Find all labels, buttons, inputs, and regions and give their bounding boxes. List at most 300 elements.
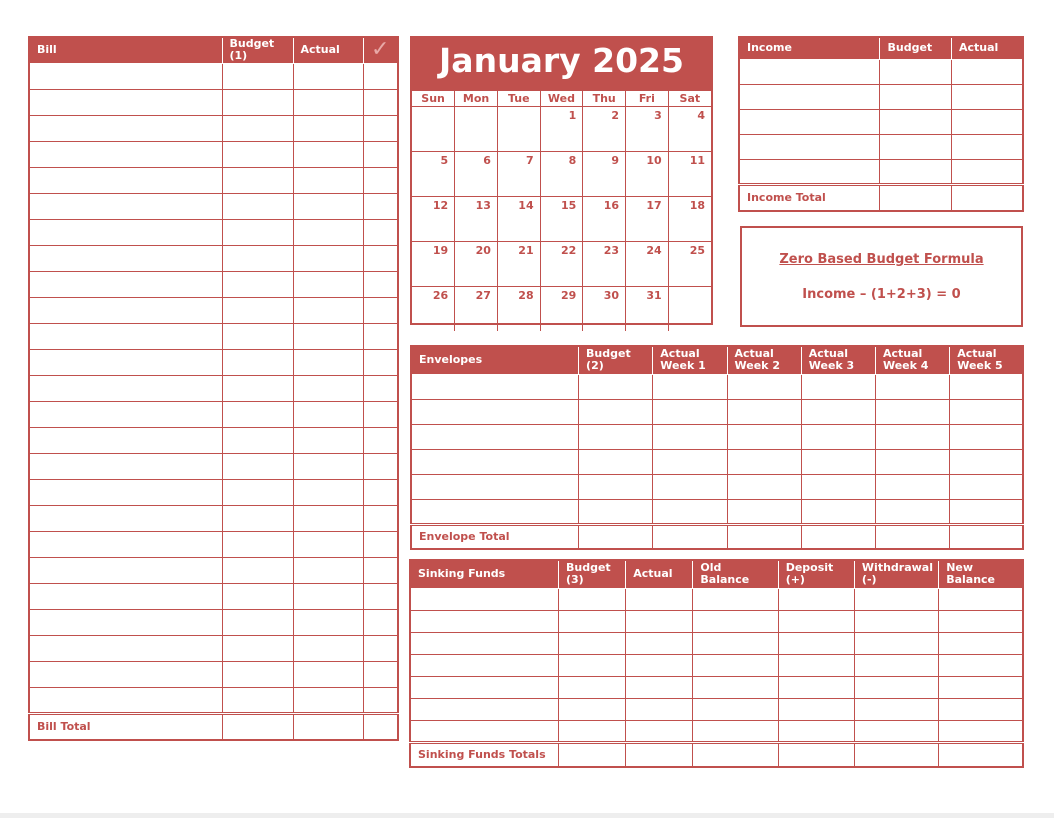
sinking-fund-cell[interactable] [693, 676, 778, 698]
sinking-fund-cell[interactable] [410, 676, 558, 698]
bill-total-budget[interactable] [222, 713, 293, 740]
bill-budget-cell[interactable] [222, 635, 293, 661]
bill-name-cell[interactable] [29, 505, 222, 531]
bill-budget-cell[interactable] [222, 193, 293, 219]
calendar-day[interactable]: 14 [497, 197, 540, 242]
income-budget-cell[interactable] [880, 84, 952, 109]
bill-budget-cell[interactable] [222, 219, 293, 245]
bill-name-cell[interactable] [29, 63, 222, 89]
envelope-header-1: Budget (2) [579, 346, 653, 374]
bill-total-actual[interactable] [293, 713, 363, 740]
bill-paid-check-cell[interactable] [363, 89, 398, 115]
income-actual-cell[interactable] [951, 159, 1023, 184]
envelope-cell[interactable] [411, 474, 579, 499]
sinking-fund-cell[interactable] [778, 654, 854, 676]
sinking-fund-cell[interactable] [778, 588, 854, 610]
sinking-fund-cell[interactable] [778, 632, 854, 654]
sinking-fund-row [410, 654, 1023, 676]
sinking-fund-cell[interactable] [854, 698, 938, 720]
calendar-day[interactable]: 23 [583, 242, 626, 287]
calendar-day[interactable]: 18 [668, 197, 711, 242]
envelope-cell[interactable] [579, 424, 653, 449]
envelope-cell[interactable] [801, 374, 875, 399]
envelope-total-cell[interactable] [950, 524, 1023, 549]
sinking-fund-cell[interactable] [854, 588, 938, 610]
sinking-fund-cell[interactable] [939, 698, 1023, 720]
sinking-fund-row [410, 676, 1023, 698]
bill-name-cell[interactable] [29, 609, 222, 635]
sinking-fund-header-3: Old Balance [693, 560, 778, 588]
bill-budget-cell[interactable] [222, 609, 293, 635]
sinking-fund-cell[interactable] [410, 632, 558, 654]
bill-name-cell[interactable] [29, 219, 222, 245]
envelope-cell[interactable] [801, 474, 875, 499]
envelope-cell[interactable] [950, 399, 1023, 424]
envelope-cell[interactable] [727, 424, 801, 449]
bill-name-cell[interactable] [29, 297, 222, 323]
bill-total-check[interactable] [363, 713, 398, 740]
envelope-cell[interactable] [950, 374, 1023, 399]
calendar-week [412, 197, 711, 242]
calendar-day[interactable]: 2 [583, 107, 626, 152]
bill-paid-check-cell[interactable] [363, 115, 398, 141]
calendar-day[interactable]: 20 [455, 242, 498, 287]
bill-name-cell[interactable] [29, 375, 222, 401]
envelope-cell[interactable] [579, 449, 653, 474]
envelope-cell[interactable] [801, 399, 875, 424]
sinking-fund-cell[interactable] [778, 676, 854, 698]
bill-budget-cell[interactable] [222, 453, 293, 479]
envelope-row [411, 374, 1023, 399]
calendar-day[interactable] [455, 107, 498, 152]
bill-actual-cell[interactable] [293, 193, 363, 219]
sinking-fund-cell[interactable] [558, 720, 625, 742]
bill-paid-check-cell[interactable] [363, 479, 398, 505]
envelope-cell[interactable] [653, 499, 727, 524]
calendar-day[interactable] [412, 107, 455, 152]
bill-paid-check-cell[interactable] [363, 271, 398, 297]
bill-actual-cell[interactable] [293, 557, 363, 583]
calendar-day[interactable]: 19 [412, 242, 455, 287]
bill-row [29, 63, 398, 89]
bill-budget-cell[interactable] [222, 271, 293, 297]
envelope-total-row [411, 524, 1023, 549]
bill-name-cell[interactable] [29, 635, 222, 661]
envelope-total-cell[interactable] [579, 524, 653, 549]
envelope-cell[interactable] [653, 424, 727, 449]
sinking-fund-total-row [410, 742, 1023, 767]
bill-actual-cell[interactable] [293, 219, 363, 245]
bill-budget-cell[interactable] [222, 141, 293, 167]
calendar-day[interactable] [497, 107, 540, 152]
envelope-cell[interactable] [411, 424, 579, 449]
sinking-fund-cell[interactable] [693, 698, 778, 720]
bill-name-cell[interactable] [29, 167, 222, 193]
calendar-day[interactable]: 28 [497, 287, 540, 332]
bill-name-cell[interactable] [29, 141, 222, 167]
sinking-fund-cell[interactable] [626, 632, 693, 654]
sinking-fund-cell[interactable] [626, 610, 693, 632]
bill-name-cell[interactable] [29, 349, 222, 375]
sinking-fund-cell[interactable] [854, 720, 938, 742]
envelope-cell[interactable] [801, 449, 875, 474]
bill-actual-cell[interactable] [293, 167, 363, 193]
bill-budget-cell[interactable] [222, 349, 293, 375]
envelope-cell[interactable] [727, 449, 801, 474]
envelope-cell[interactable] [411, 374, 579, 399]
sinking-fund-cell[interactable] [939, 588, 1023, 610]
envelope-cell[interactable] [653, 474, 727, 499]
calendar-day[interactable]: 8 [540, 152, 583, 197]
weekday-mon: Mon [455, 91, 498, 107]
income-source-cell[interactable] [739, 134, 880, 159]
envelope-cell[interactable] [875, 499, 949, 524]
bill-paid-check-cell[interactable] [363, 297, 398, 323]
sinking-fund-cell[interactable] [626, 676, 693, 698]
bill-paid-check-cell[interactable] [363, 583, 398, 609]
calendar-day[interactable]: 6 [455, 152, 498, 197]
bill-row [29, 635, 398, 661]
envelope-cell[interactable] [875, 399, 949, 424]
sinking-fund-cell[interactable] [939, 610, 1023, 632]
calendar-day[interactable]: 27 [455, 287, 498, 332]
calendar-day[interactable]: 31 [626, 287, 669, 332]
sinking-fund-total-cell[interactable] [626, 742, 693, 767]
weekday-wed: Wed [540, 91, 583, 107]
bill-budget-cell[interactable] [222, 583, 293, 609]
sinking-fund-cell[interactable] [693, 588, 778, 610]
sinking-fund-total-cell[interactable] [854, 742, 938, 767]
sinking-fund-cell[interactable] [558, 698, 625, 720]
bill-name-cell[interactable] [29, 531, 222, 557]
sinking-fund-cell[interactable] [854, 676, 938, 698]
bill-name-cell[interactable] [29, 323, 222, 349]
calendar-day[interactable]: 11 [668, 152, 711, 197]
calendar-grid [412, 90, 711, 331]
income-actual-cell[interactable] [951, 134, 1023, 159]
bill-row [29, 271, 398, 297]
bill-paid-check-cell[interactable] [363, 245, 398, 271]
bill-row [29, 401, 398, 427]
sinking-fund-total-cell[interactable] [558, 742, 625, 767]
sinking-fund-total-cell[interactable] [693, 742, 778, 767]
sinking-fund-cell[interactable] [693, 654, 778, 676]
sinking-fund-cell[interactable] [558, 610, 625, 632]
bill-budget-cell[interactable] [222, 531, 293, 557]
envelope-cell[interactable] [950, 424, 1023, 449]
envelope-total-label: Envelope Total [411, 524, 579, 549]
bill-name-cell[interactable] [29, 115, 222, 141]
bill-name-cell[interactable] [29, 271, 222, 297]
envelope-cell[interactable] [579, 399, 653, 424]
calendar-day[interactable]: 21 [497, 242, 540, 287]
bill-budget-cell[interactable] [222, 557, 293, 583]
bill-paid-check-cell[interactable] [363, 193, 398, 219]
income-budget-cell[interactable] [880, 59, 952, 84]
bill-paid-check-cell[interactable] [363, 609, 398, 635]
bill-budget-cell[interactable] [222, 89, 293, 115]
sinking-fund-cell[interactable] [778, 610, 854, 632]
envelope-cell[interactable] [727, 499, 801, 524]
envelope-cell[interactable] [579, 499, 653, 524]
bill-name-cell[interactable] [29, 193, 222, 219]
calendar-day[interactable]: 10 [626, 152, 669, 197]
bill-paid-check-cell[interactable] [363, 687, 398, 713]
envelope-cell[interactable] [950, 474, 1023, 499]
envelope-cell[interactable] [653, 374, 727, 399]
income-actual-header: Actual [951, 37, 1023, 59]
calendar-day[interactable]: 26 [412, 287, 455, 332]
sinking-fund-cell[interactable] [939, 632, 1023, 654]
bill-actual-cell[interactable] [293, 661, 363, 687]
bill-paid-check-cell[interactable] [363, 635, 398, 661]
bill-actual-cell[interactable] [293, 427, 363, 453]
sinking-fund-header-2: Actual [626, 560, 693, 588]
envelope-cell[interactable] [875, 374, 949, 399]
income-row [739, 134, 1023, 159]
bill-actual-cell[interactable] [293, 583, 363, 609]
bill-paid-check-cell[interactable] [363, 63, 398, 89]
sinking-fund-cell[interactable] [410, 698, 558, 720]
bill-actual-cell[interactable] [293, 323, 363, 349]
bill-actual-cell[interactable] [293, 245, 363, 271]
sinking-fund-cell[interactable] [693, 610, 778, 632]
bill-budget-cell[interactable] [222, 297, 293, 323]
calendar-day[interactable]: 24 [626, 242, 669, 287]
envelope-total-cell[interactable] [801, 524, 875, 549]
envelope-cell[interactable] [875, 474, 949, 499]
calendar-day[interactable]: 12 [412, 197, 455, 242]
bill-actual-cell[interactable] [293, 479, 363, 505]
income-budget-cell[interactable] [880, 134, 952, 159]
bill-name-cell[interactable] [29, 557, 222, 583]
bill-budget-cell[interactable] [222, 245, 293, 271]
envelope-cell[interactable] [727, 399, 801, 424]
calendar-day[interactable]: 4 [668, 107, 711, 152]
envelope-cell[interactable] [875, 424, 949, 449]
bill-paid-check-cell[interactable] [363, 219, 398, 245]
envelope-header-2: Actual Week 1 [653, 346, 727, 374]
sinking-fund-cell[interactable] [626, 698, 693, 720]
sinking-fund-cell[interactable] [854, 632, 938, 654]
sinking-fund-cell[interactable] [626, 720, 693, 742]
bill-budget-cell[interactable] [222, 115, 293, 141]
bill-actual-cell[interactable] [293, 375, 363, 401]
envelope-header-6: Actual Week 5 [950, 346, 1023, 374]
bill-budget-cell[interactable] [222, 375, 293, 401]
bill-paid-check-cell[interactable] [363, 323, 398, 349]
bill-header: Bill [29, 37, 222, 63]
bill-actual-cell[interactable] [293, 453, 363, 479]
sinking-fund-cell[interactable] [410, 720, 558, 742]
sinking-fund-row [410, 588, 1023, 610]
bill-actual-cell[interactable] [293, 141, 363, 167]
envelope-total-cell[interactable] [653, 524, 727, 549]
income-source-cell[interactable] [739, 84, 880, 109]
income-source-cell[interactable] [739, 109, 880, 134]
income-total-actual[interactable] [951, 184, 1023, 211]
sinking-fund-cell[interactable] [939, 676, 1023, 698]
bill-actual-cell[interactable] [293, 349, 363, 375]
bill-paid-check-cell[interactable] [363, 167, 398, 193]
envelope-cell[interactable] [653, 449, 727, 474]
sinking-fund-cell[interactable] [626, 654, 693, 676]
envelope-cell[interactable] [411, 499, 579, 524]
bill-paid-check-cell[interactable] [363, 661, 398, 687]
bill-actual-cell[interactable] [293, 609, 363, 635]
bill-name-cell[interactable] [29, 453, 222, 479]
sinking-fund-cell[interactable] [778, 698, 854, 720]
bill-paid-check-cell[interactable] [363, 505, 398, 531]
sinking-fund-cell[interactable] [854, 610, 938, 632]
bill-paid-check-cell[interactable] [363, 401, 398, 427]
calendar-day[interactable]: 22 [540, 242, 583, 287]
income-total-budget[interactable] [880, 184, 952, 211]
bill-name-cell[interactable] [29, 401, 222, 427]
bill-paid-check-cell[interactable] [363, 453, 398, 479]
income-budget-cell[interactable] [880, 109, 952, 134]
calendar-day[interactable]: 30 [583, 287, 626, 332]
bill-row [29, 375, 398, 401]
bill-actual-cell[interactable] [293, 271, 363, 297]
envelope-cell[interactable] [950, 449, 1023, 474]
sinking-fund-total-label: Sinking Funds Totals [410, 742, 558, 767]
envelope-cell[interactable] [801, 424, 875, 449]
sinking-fund-cell[interactable] [410, 654, 558, 676]
envelope-total-cell[interactable] [727, 524, 801, 549]
envelope-cell[interactable] [579, 374, 653, 399]
bill-budget-cell[interactable] [222, 505, 293, 531]
calendar-day[interactable] [668, 287, 711, 332]
bill-name-cell[interactable] [29, 583, 222, 609]
income-source-cell[interactable] [739, 159, 880, 184]
bill-budget-cell[interactable] [222, 479, 293, 505]
sinking-fund-cell[interactable] [778, 720, 854, 742]
envelope-cell[interactable] [579, 474, 653, 499]
bill-budget-cell[interactable] [222, 427, 293, 453]
bill-row [29, 89, 398, 115]
bill-budget-cell[interactable] [222, 63, 293, 89]
sinking-fund-cell[interactable] [558, 632, 625, 654]
bill-budget-cell[interactable] [222, 661, 293, 687]
calendar-day[interactable]: 7 [497, 152, 540, 197]
income-actual-cell[interactable] [951, 59, 1023, 84]
envelope-row [411, 399, 1023, 424]
income-budget-cell[interactable] [880, 159, 952, 184]
bill-paid-check-cell[interactable] [363, 141, 398, 167]
bill-actual-cell[interactable] [293, 635, 363, 661]
envelope-cell[interactable] [411, 399, 579, 424]
bill-actual-cell[interactable] [293, 401, 363, 427]
calendar-day[interactable]: 9 [583, 152, 626, 197]
bill-name-cell[interactable] [29, 661, 222, 687]
calendar-day[interactable]: 3 [626, 107, 669, 152]
envelope-cell[interactable] [653, 399, 727, 424]
envelope-cell[interactable] [801, 499, 875, 524]
sinking-fund-cell[interactable] [410, 588, 558, 610]
income-actual-cell[interactable] [951, 109, 1023, 134]
calendar-day[interactable]: 13 [455, 197, 498, 242]
sinking-fund-cell[interactable] [693, 720, 778, 742]
bill-budget-cell[interactable] [222, 167, 293, 193]
income-source-cell[interactable] [739, 59, 880, 84]
bill-name-cell[interactable] [29, 687, 222, 713]
envelope-header-0: Envelopes [411, 346, 579, 374]
sinking-fund-cell[interactable] [410, 610, 558, 632]
envelope-cell[interactable] [727, 474, 801, 499]
bill-actual-cell[interactable] [293, 531, 363, 557]
calendar-day[interactable]: 29 [540, 287, 583, 332]
calendar-week [412, 242, 711, 287]
calendar-day[interactable]: 1 [540, 107, 583, 152]
sinking-fund-cell[interactable] [626, 588, 693, 610]
bill-budget-cell[interactable] [222, 323, 293, 349]
sinking-fund-cell[interactable] [854, 654, 938, 676]
envelope-total-cell[interactable] [875, 524, 949, 549]
sinking-fund-cell[interactable] [693, 632, 778, 654]
bill-paid-check-cell[interactable] [363, 531, 398, 557]
calendar-day[interactable]: 16 [583, 197, 626, 242]
sinking-funds-table [409, 559, 1024, 768]
bill-name-cell[interactable] [29, 479, 222, 505]
bill-paid-check-cell[interactable] [363, 557, 398, 583]
envelope-cell[interactable] [875, 449, 949, 474]
envelope-row [411, 474, 1023, 499]
income-actual-cell[interactable] [951, 84, 1023, 109]
weekday-sun: Sun [412, 91, 455, 107]
sinking-fund-total-cell[interactable] [778, 742, 854, 767]
envelope-cell[interactable] [950, 499, 1023, 524]
bill-budget-cell[interactable] [222, 687, 293, 713]
bill-actual-cell[interactable] [293, 115, 363, 141]
calendar-title: January 2025 [412, 38, 711, 90]
bill-name-cell[interactable] [29, 245, 222, 271]
bill-name-cell[interactable] [29, 427, 222, 453]
sinking-fund-total-cell[interactable] [939, 742, 1023, 767]
envelope-cell[interactable] [411, 449, 579, 474]
bills-table [28, 36, 399, 741]
bill-actual-cell[interactable] [293, 63, 363, 89]
calendar-day[interactable]: 15 [540, 197, 583, 242]
calendar-day[interactable]: 25 [668, 242, 711, 287]
bill-actual-cell[interactable] [293, 297, 363, 323]
bill-paid-check-cell[interactable] [363, 349, 398, 375]
bill-actual-cell[interactable] [293, 89, 363, 115]
bill-row [29, 609, 398, 635]
bill-row [29, 323, 398, 349]
envelope-header-5: Actual Week 4 [875, 346, 949, 374]
bill-paid-check-cell[interactable] [363, 427, 398, 453]
sinking-fund-cell[interactable] [939, 654, 1023, 676]
calendar-day[interactable]: 5 [412, 152, 455, 197]
bill-paid-check-cell[interactable] [363, 375, 398, 401]
sinking-fund-cell[interactable] [558, 654, 625, 676]
calendar-day[interactable]: 17 [626, 197, 669, 242]
sinking-fund-row [410, 720, 1023, 742]
bill-row [29, 687, 398, 713]
bill-name-cell[interactable] [29, 89, 222, 115]
sinking-fund-cell[interactable] [558, 588, 625, 610]
bill-actual-cell[interactable] [293, 687, 363, 713]
envelope-cell[interactable] [727, 374, 801, 399]
income-total-row [739, 184, 1023, 211]
income-row [739, 59, 1023, 84]
bill-actual-cell[interactable] [293, 505, 363, 531]
sinking-fund-cell[interactable] [939, 720, 1023, 742]
sinking-fund-cell[interactable] [558, 676, 625, 698]
bill-budget-cell[interactable] [222, 401, 293, 427]
bill-row [29, 453, 398, 479]
